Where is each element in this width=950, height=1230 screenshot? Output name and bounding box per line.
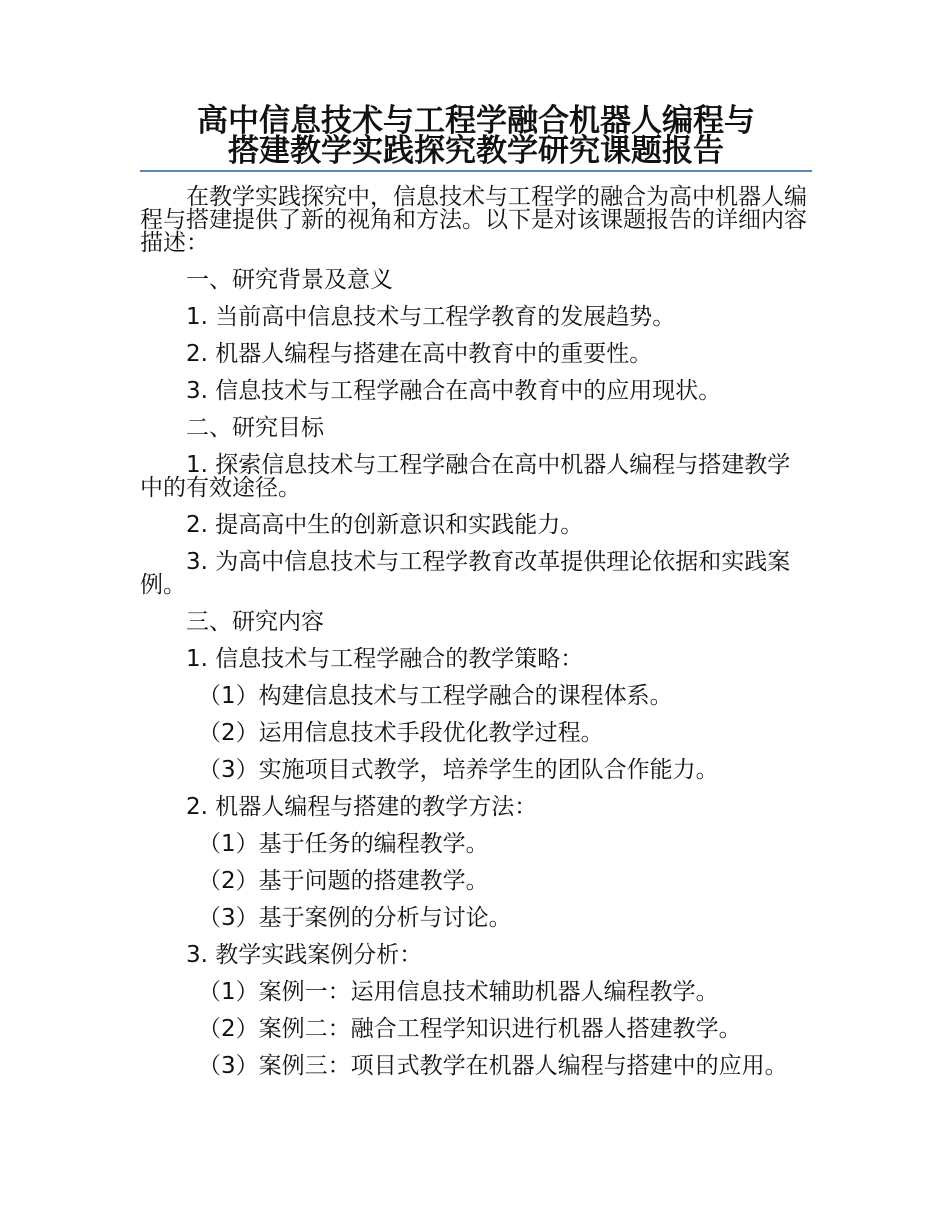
section-1-item-3: 3. 信息技术与工程学融合在高中教育中的应用现状。 bbox=[186, 378, 722, 404]
intro-paragraph: 在教学实践探究中，信息技术与工程学的融合为高中机器人编程与搭建提供了新的视角和方法。以下是对该课题报告的详细内容描述： bbox=[140, 184, 807, 256]
title-underline bbox=[140, 170, 812, 172]
section-3-part-2-heading: 2. 机器人编程与搭建的教学方法： bbox=[186, 794, 538, 820]
document-page bbox=[140, 100, 812, 1092]
section-3-part-2-item-1: （1）基于任务的编程教学。 bbox=[198, 831, 489, 857]
section-3-part-2-item-2: （2）基于问题的搭建教学。 bbox=[198, 868, 489, 894]
document-title bbox=[140, 100, 812, 168]
title-line-1: 高中信息技术与工程学融合机器人编程与 bbox=[197, 103, 755, 139]
section-3-part-1-item-3: （3）实施项目式教学，培养学生的团队合作能力。 bbox=[198, 757, 719, 783]
section-3-part-3-item-1: （1）案例一：运用信息技术辅助机器人编程教学。 bbox=[198, 979, 719, 1005]
section-3-heading: 三、研究内容 bbox=[186, 609, 324, 635]
section-3-part-3-heading: 3. 教学实践案例分析： bbox=[186, 942, 423, 968]
section-2-item-1: 1. 探索信息技术与工程学融合在高中机器人编程与搭建教学中的有效途径。 bbox=[140, 452, 791, 501]
section-3-part-3-item-2: （2）案例二：融合工程学知识进行机器人搭建教学。 bbox=[198, 1016, 742, 1042]
section-1-heading: 一、研究背景及意义 bbox=[186, 267, 393, 293]
section-2-item-3: 3. 为高中信息技术与工程学教育改革提供理论依据和实践案例。 bbox=[140, 549, 791, 598]
section-2-heading: 二、研究目标 bbox=[186, 415, 324, 441]
section-3-part-1-item-1: （1）构建信息技术与工程学融合的课程体系。 bbox=[198, 683, 673, 709]
title-line-2: 搭建教学实践探究教学研究课题报告 bbox=[228, 133, 724, 169]
section-1-item-2: 2. 机器人编程与搭建在高中教育中的重要性。 bbox=[186, 341, 653, 367]
section-1-item-1: 1. 当前高中信息技术与工程学教育的发展趋势。 bbox=[186, 304, 676, 330]
section-3-part-3-item-3: （3）案例三：项目式教学在机器人编程与搭建中的应用。 bbox=[198, 1053, 788, 1079]
section-3-part-1-heading: 1. 信息技术与工程学融合的教学策略： bbox=[186, 646, 584, 672]
section-3-part-2-item-3: （3）基于案例的分析与讨论。 bbox=[198, 905, 512, 931]
section-3-part-1-item-2: （2）运用信息技术手段优化教学过程。 bbox=[198, 720, 604, 746]
section-2-item-2: 2. 提高高中生的创新意识和实践能力。 bbox=[186, 512, 584, 538]
